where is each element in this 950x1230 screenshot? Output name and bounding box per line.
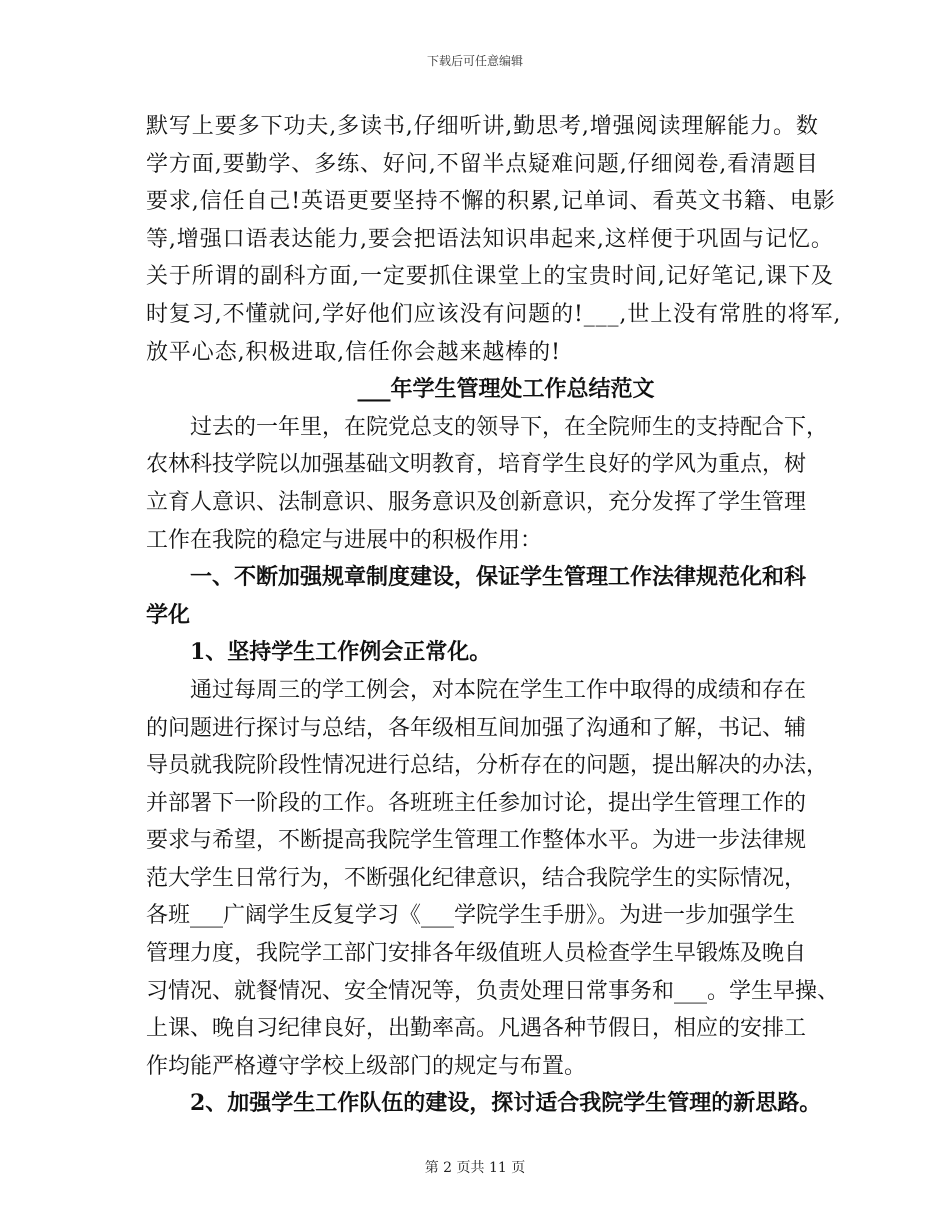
heading-level-1: 一、不断加强规章制度建设，保证学生管理工作法律规范化和科 — [190, 564, 807, 591]
body-line: 等,增强口语表达能力,要会把语法知识串起来,这样便于巩固与记忆。 — [146, 226, 834, 252]
body-line: 工作在我院的稳定与进展中的积极作用： — [146, 527, 543, 553]
body-line: 学方面,要勤学、多练、好问,不留半点疑难问题,仔细阅卷,看清题目 — [146, 151, 819, 177]
page-body — [146, 108, 842, 1123]
body-line: 导员就我院阶段性情况进行总结，分析存在的问题，提出解决的办法， — [146, 753, 829, 779]
body-line: 的问题进行探讨与总结，各年级相互间加强了沟通和了解，书记、辅 — [146, 715, 807, 741]
body-line: 放平心态,积极进取,信任你会越来越棒的! — [146, 339, 561, 365]
body-line: 并部署下一阶段的工作。各班班主任参加讨论，提出学生管理工作的 — [146, 790, 807, 816]
page-number: 第 2 页共 11 页 — [424, 1160, 526, 1176]
body-line: 各班___广阔学生反复学习《___学院学生手册》。为进一步加强学生 — [146, 903, 796, 929]
body-line: 范大学生日常行为，不断强化纪律意识，结合我院学生的实际情况， — [146, 865, 807, 891]
body-line: 默写上要多下功夫,多读书,仔细听讲,勤思考,增强阅读理解能力。数 — [146, 114, 819, 139]
section-title: ___年学生管理处工作总结范文 — [357, 376, 655, 403]
header-note: 下载后可任意编辑 — [426, 54, 523, 68]
body-line: 习情况、就餐情况、安全情况等，负责处理日常事务和___。学生早操、 — [146, 978, 840, 1004]
body-line: 立育人意识、法制意识、服务意识及创新意识，充分发挥了学生管理 — [146, 489, 807, 515]
heading-level-2: 1、坚持学生工作例会正常化。 — [190, 639, 492, 666]
body-line: 关于所谓的副科方面,一定要抓住课堂上的宝贵时间,记好笔记,课下及 — [146, 264, 834, 290]
heading-level-2: 2、加强学生工作队伍的建设，探讨适合我院学生管理的新思路。 — [190, 1090, 822, 1117]
heading-level-1-cont: 学化 — [146, 601, 191, 628]
body-line: 时复习,不懂就问,学好他们应该没有问题的!___,世上没有常胜的将军, — [146, 301, 842, 327]
body-line: 要求与希望，不断提高我院学生管理工作整体水平。为进一步法律规 — [146, 828, 807, 854]
body-line: 要求,信任自己!英语更要坚持不懈的积累,记单词、看英文书籍、电影 — [146, 189, 836, 215]
body-line: 农林科技学院以加强基础文明教育，培育学生良好的学风为重点，树 — [146, 452, 807, 478]
body-line: 作均能严格遵守学校上级部门的规定与布置。 — [146, 1053, 587, 1079]
body-line: 管理力度，我院学工部门安排各年级值班人员检查学生早锻炼及晚自 — [146, 941, 807, 967]
body-line: 上课、晚自习纪律良好，出勤率高。凡遇各种节假日，相应的安排工 — [146, 1016, 807, 1042]
paragraph-first-line: 通过每周三的学工例会，对本院在学生工作中取得的成绩和存在 — [190, 677, 807, 703]
paragraph-first-line: 过去的一年里，在院党总支的领导下，在全院师生的支持配合下， — [190, 414, 829, 440]
